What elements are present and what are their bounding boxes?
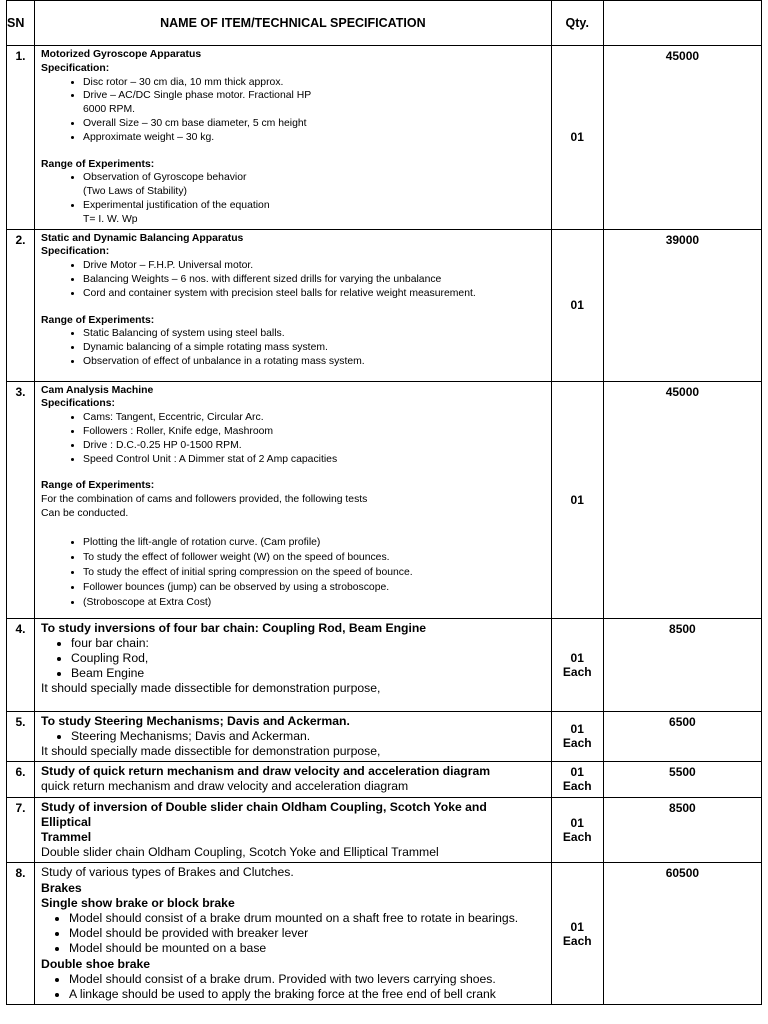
item-intro: Study of various types of Brakes and Clutches.	[41, 865, 294, 880]
qty-value: 01	[570, 765, 584, 780]
list-item: • Observation of effect of unbalance in a rotating mass system.	[83, 355, 548, 369]
item-note: It should specially made dissectible for demonstration purpose,	[41, 743, 381, 758]
row-description	[35, 381, 552, 618]
row-description	[35, 711, 552, 762]
spec-heading: Specification:	[41, 62, 110, 74]
row-qty	[551, 46, 603, 230]
list-item: • (Stroboscope at Extra Cost)	[83, 595, 548, 610]
spec-list	[41, 411, 548, 466]
header-qty: Qty.	[551, 1, 603, 46]
row-sn: 2.	[7, 229, 35, 381]
range-heading: Range of Experiments:	[41, 158, 155, 170]
row-description	[35, 618, 552, 711]
list-item: • Experimental justification of the equation T= I. W. Wp	[83, 199, 548, 227]
list-item: • Dynamic balancing of a simple rotating mass system.	[83, 341, 548, 355]
table-row	[7, 797, 762, 863]
item-title: Study of inversion of Double slider chain Oldham Coupling, Scotch Yoke and	[41, 799, 487, 814]
item-note: quick return mechanism and draw velocity and acceleration diagram	[41, 779, 409, 794]
list-item: • Coupling Rod,	[71, 651, 548, 666]
item-title: Study of quick return mechanism and draw velocity and acceleration diagram	[41, 764, 491, 779]
bullet-list	[41, 729, 548, 744]
row-price: 45000	[603, 46, 761, 230]
header-sn: SN	[7, 1, 35, 46]
row-sn: 6.	[7, 762, 35, 797]
list-item: • Drive : D.C.-0.25 HP 0-1500 RPM.	[83, 439, 548, 453]
range-text: For the combination of cams and followers provided, the following tests	[41, 494, 368, 506]
list-item: • Steering Mechanisms; Davis and Ackerman.	[71, 729, 548, 744]
item-subheading: Brakes	[41, 880, 82, 895]
item-title-cont: Trammel	[41, 829, 92, 844]
row-price: 39000	[603, 229, 761, 381]
row-qty	[551, 711, 603, 762]
item-title: To study inversions of four bar chain: Coupling Rod, Beam Engine	[41, 620, 427, 635]
row-description	[35, 863, 552, 1005]
row-sn: 5.	[7, 711, 35, 762]
row-qty	[551, 762, 603, 797]
list-item: • Model should consist of a brake drum. Provided with two levers carrying shoes.	[69, 972, 548, 987]
row-sn: 4.	[7, 618, 35, 711]
row-sn: 7.	[7, 797, 35, 863]
row-description	[35, 46, 552, 230]
row-qty	[551, 618, 603, 711]
table-row	[7, 762, 762, 797]
row-description	[35, 797, 552, 863]
qty-unit: Each	[562, 736, 592, 751]
row-price: 8500	[603, 797, 761, 863]
list-item: • Speed Control Unit : A Dimmer stat of 2 Amp capacities	[83, 453, 548, 467]
table-row	[7, 863, 762, 1005]
qty-unit: Each	[562, 664, 592, 679]
item-title: Static and Dynamic Balancing Apparatus	[41, 232, 244, 244]
table-row	[7, 381, 762, 618]
qty-value: 01	[570, 815, 584, 830]
list-item: • Model should be provided with breaker lever	[69, 926, 548, 941]
qty-value: 01	[570, 298, 584, 313]
list-item: • Cord and container system with precision steel balls for relative weight measurement.	[83, 287, 548, 301]
list-item: • Model should be mounted on a base	[69, 941, 548, 956]
list-item: • Balancing Weights – 6 nos. with different sized drills for varying the unbalance	[83, 273, 548, 287]
bullet-list	[41, 972, 548, 1002]
qty-value: 01	[570, 492, 584, 507]
range-list	[41, 327, 548, 368]
list-item: • Followers : Roller, Knife edge, Mashroom	[83, 425, 548, 439]
bullet-list	[41, 911, 548, 957]
list-item: • Plotting the lift-angle of rotation curve. (Cam profile)	[83, 535, 548, 550]
row-sn: 1.	[7, 46, 35, 230]
table-row	[7, 711, 762, 762]
list-item-continuation: 6000 RPM.	[83, 104, 136, 116]
spec-heading: Specification:	[41, 246, 110, 258]
list-item: • four bar chain:	[71, 636, 548, 651]
header-row	[7, 1, 762, 46]
item-title: Cam Analysis Machine	[41, 384, 154, 396]
item-title: To study Steering Mechanisms; Davis and Ackerman.	[41, 713, 350, 728]
item-subheading: Double shoe brake	[41, 956, 151, 971]
list-item: • Drive – AC/DC Single phase motor. Fractional HP 6000 RPM.	[83, 89, 548, 117]
row-qty	[551, 863, 603, 1005]
list-item: • Observation of Gyroscope behavior (Two Laws of Stability)	[83, 171, 548, 199]
table-row	[7, 618, 762, 711]
list-item: • Beam Engine	[71, 666, 548, 681]
row-price: 60500	[603, 863, 761, 1005]
qty-value: 01	[570, 919, 584, 934]
qty-value: 01	[570, 722, 584, 737]
specification-table	[6, 0, 762, 1005]
header-price	[603, 1, 761, 46]
list-item: • A linkage should be used to apply the braking force at the free end of bell crank	[69, 987, 548, 1002]
item-note: It should specially made dissectible for demonstration purpose,	[41, 681, 381, 696]
list-item: • To study the effect of initial spring compression on the speed of bounce.	[83, 565, 548, 580]
qty-unit: Each	[562, 779, 592, 794]
table-row	[7, 229, 762, 381]
row-price: 6500	[603, 711, 761, 762]
row-qty	[551, 797, 603, 863]
row-qty	[551, 229, 603, 381]
list-item: • To study the effect of follower weight (W) on the speed of bounces.	[83, 550, 548, 565]
row-description	[35, 762, 552, 797]
row-qty	[551, 381, 603, 618]
bullet-list	[41, 636, 548, 682]
list-item: • Follower bounces (jump) can be observed by using a stroboscope.	[83, 580, 548, 595]
row-price: 45000	[603, 381, 761, 618]
row-price: 8500	[603, 618, 761, 711]
list-item: • Cams: Tangent, Eccentric, Circular Arc.	[83, 411, 548, 425]
list-item: • Disc rotor – 30 cm dia, 10 mm thick approx.	[83, 76, 548, 90]
spec-heading: Specifications:	[41, 398, 115, 410]
list-item: • Drive Motor – F.H.P. Universal motor.	[83, 259, 548, 273]
item-note: Double slider chain Oldham Coupling, Scotch Yoke and Elliptical Trammel	[41, 845, 439, 860]
spec-list	[41, 76, 548, 145]
item-subheading: Single show brake or block brake	[41, 895, 235, 910]
qty-value: 01	[570, 650, 584, 665]
item-title-cont: Elliptical	[41, 814, 92, 829]
qty-unit: Each	[562, 933, 592, 948]
spec-list	[41, 259, 548, 300]
item-title: Motorized Gyroscope Apparatus	[41, 49, 202, 60]
list-item-continuation: T= I. W. Wp	[83, 213, 138, 225]
range-text: Can be conducted.	[41, 507, 129, 519]
table-row	[7, 46, 762, 230]
row-sn: 8.	[7, 863, 35, 1005]
list-item: • Overall Size – 30 cm base diameter, 5 cm height	[83, 117, 548, 131]
range-heading: Range of Experiments:	[41, 480, 155, 492]
range-list	[41, 171, 548, 226]
row-description	[35, 229, 552, 381]
range-list	[41, 535, 548, 610]
row-price: 5500	[603, 762, 761, 797]
range-heading: Range of Experiments:	[41, 314, 155, 326]
list-item-continuation: (Two Laws of Stability)	[83, 186, 187, 198]
list-item: • Static Balancing of system using steel balls.	[83, 327, 548, 341]
list-item: • Approximate weight – 30 kg.	[83, 131, 548, 145]
header-name: NAME OF ITEM/TECHNICAL SPECIFICATION	[35, 1, 552, 46]
list-item: • Model should consist of a brake drum mounted on a shaft free to rotate in bearings.	[69, 911, 548, 926]
row-sn: 3.	[7, 381, 35, 618]
qty-value: 01	[570, 130, 584, 145]
qty-unit: Each	[562, 829, 592, 844]
